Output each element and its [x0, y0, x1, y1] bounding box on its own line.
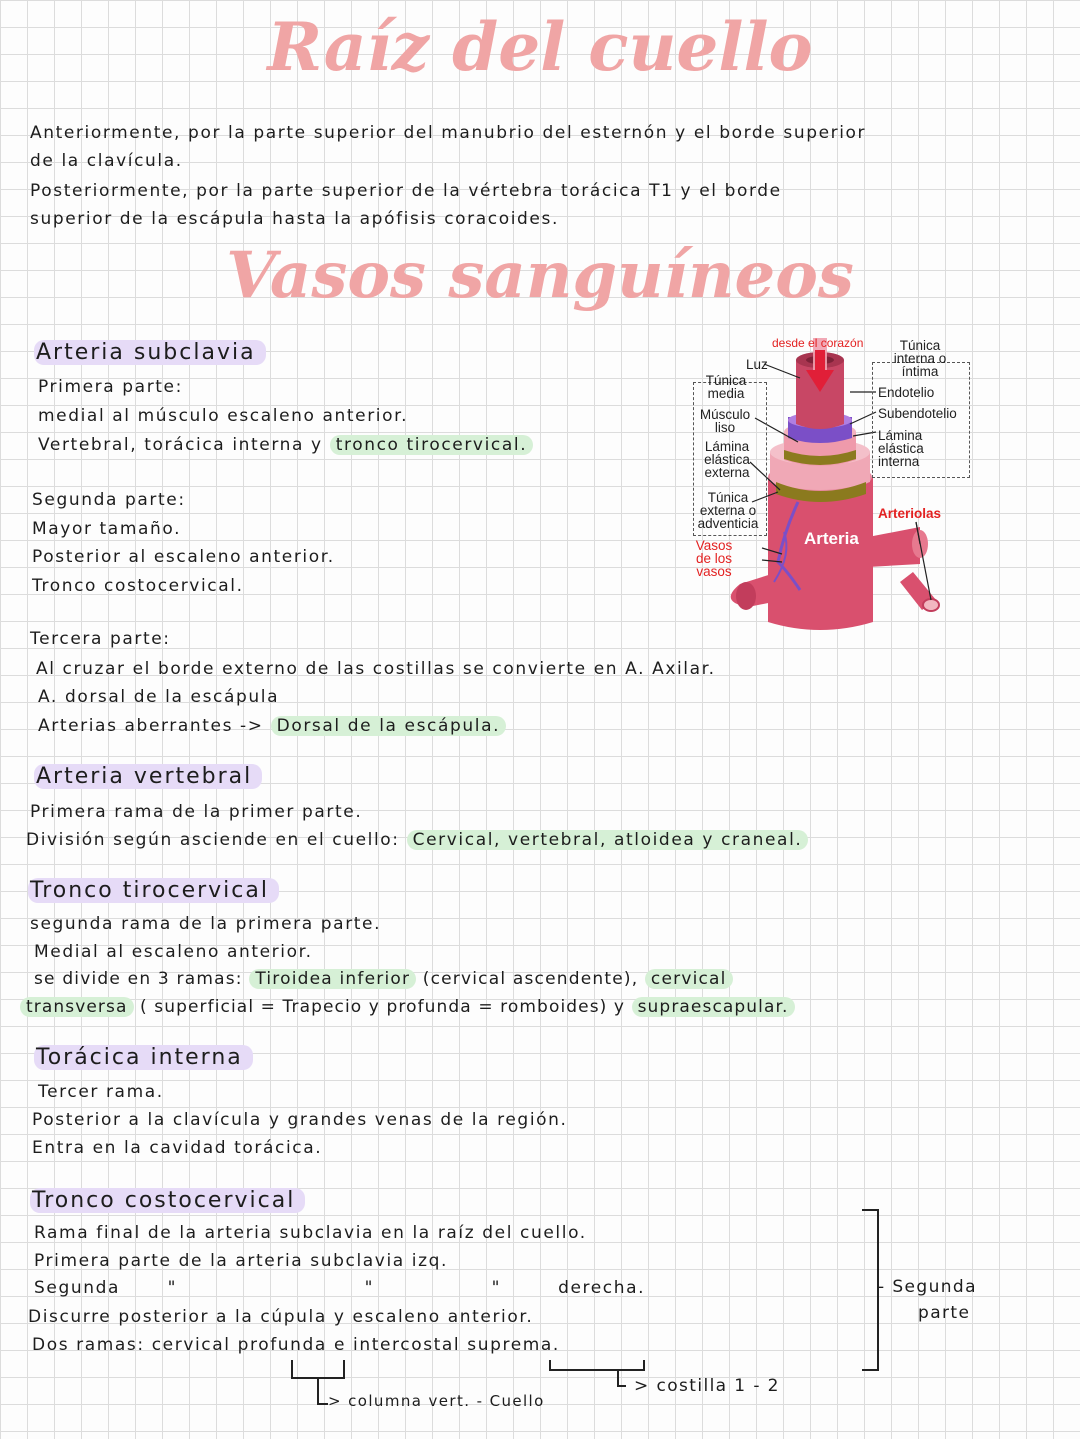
subclavia-p1-line1: medial al músculo escaleno anterior.	[38, 406, 409, 426]
subclavia-p2-title: Segunda parte:	[32, 490, 186, 510]
artery-diagram	[688, 332, 978, 632]
label-subendotelio: Subendotelio	[878, 406, 957, 421]
costocervical-line5: Dos ramas: cervical profunda e intercostal suprema.	[32, 1335, 560, 1355]
intro-line-1: Anteriormente, por la parte superior del manubrio del esternón y el borde superior	[30, 123, 867, 143]
vertebral-line2-highlight: Cervical, vertebral, atloidea y craneal.	[407, 830, 809, 850]
costocervical-line3-segunda: Segunda	[34, 1278, 120, 1298]
intro-line-2: de la clavícula.	[30, 151, 183, 171]
tirocervical-line3-text-2: (cervical ascendente),	[422, 969, 639, 989]
tirocervical-line4-text: ( superficial = Trapecio y profunda = romboides) y	[140, 997, 626, 1017]
heading-tronco-tirocervical: Tronco tirocervical	[28, 878, 279, 903]
subclavia-p2-line2: Posterior al escaleno anterior.	[32, 547, 335, 567]
subclavia-p3-line1: Al cruzar el borde externo de las costillas se convierte en A. Axilar.	[36, 659, 716, 679]
heading-tronco-costocervical: Tronco costocervical	[30, 1188, 305, 1213]
annotation-columna: > columna vert. - Cuello	[328, 1392, 545, 1410]
label-tunica-interna: Túnica interna o íntima	[893, 338, 947, 379]
section-title-vasos: Vasos sanguíneos	[226, 238, 854, 313]
tirocervical-line4-highlight-1: transversa	[20, 997, 134, 1017]
subclavia-p3-line3	[38, 715, 506, 737]
costocervical-line3	[34, 1277, 645, 1299]
intro-line-3: Posteriormente, por la parte superior de la vértebra torácica T1 y el borde	[30, 181, 782, 201]
costocervical-line4: Discurre posterior a la cúpula y escaleno anterior.	[28, 1307, 534, 1327]
label-musculo-liso: Músculo liso	[699, 407, 751, 435]
label-lamina-interna: Lámina elástica interna	[878, 428, 924, 469]
tirocervical-line4	[20, 996, 795, 1018]
subclavia-p3-title: Tercera parte:	[30, 629, 171, 649]
tirocervical-line3-text: se divide en 3 ramas:	[34, 969, 243, 989]
tirocervical-line3-highlight-1: Tiroidea inferior	[249, 969, 416, 989]
label-tunica-media: Túnica media	[705, 373, 747, 401]
costocervical-line2: Primera parte de la arteria subclavia izq.	[34, 1251, 449, 1271]
subclavia-p1-title: Primera parte:	[38, 377, 183, 397]
annotation-costilla: > costilla 1 - 2	[634, 1376, 780, 1396]
tirocervical-line2: Medial al escaleno anterior.	[34, 942, 313, 962]
label-luz: Luz	[746, 357, 768, 372]
bracket-note-1: - Segunda	[878, 1277, 977, 1297]
toracica-line2: Posterior a la clavícula y grandes venas de la región.	[32, 1110, 568, 1130]
ditto-mark-1: "	[167, 1278, 178, 1298]
heading-toracica-interna: Torácica interna	[34, 1045, 253, 1070]
page-title: Raíz del cuello	[267, 8, 813, 86]
tirocervical-line4-highlight-2: supraescapular.	[632, 997, 795, 1017]
subclavia-p1-line2-highlight: tronco tirocervical.	[330, 435, 533, 455]
label-endotelio: Endotelio	[878, 385, 935, 400]
label-arteriolas: Arteriolas	[878, 506, 942, 521]
subclavia-p3-line3-text: Arterias aberrantes ->	[38, 716, 264, 736]
subclavia-p1-line2-text: Vertebral, torácica interna y	[38, 435, 323, 455]
heading-arteria-vertebral: Arteria vertebral	[34, 764, 262, 789]
label-arteria: Arteria	[804, 529, 859, 548]
label-desde: desde el corazón	[772, 336, 864, 350]
costocervical-line3-derecha: derecha.	[558, 1278, 646, 1298]
ditto-mark-3: "	[491, 1278, 502, 1298]
ditto-mark-2: "	[364, 1278, 375, 1298]
vertebral-line2-text: División según asciende en el cuello:	[26, 830, 400, 850]
intro-line-4: superior de la escápula hasta la apófisis coracoides.	[30, 209, 559, 229]
vertebral-line1: Primera rama de la primer parte.	[30, 802, 363, 822]
label-vasos: Vasos de los vasos	[695, 538, 733, 579]
subclavia-p3-line3-highlight: Dorsal de la escápula.	[271, 716, 506, 736]
subclavia-p2-line3: Tronco costocervical.	[32, 576, 244, 596]
heading-arteria-subclavia: Arteria subclavia	[34, 340, 266, 365]
subclavia-p1-line2	[38, 434, 533, 456]
vertebral-line2	[26, 829, 808, 851]
toracica-line3: Entra en la cavidad torácica.	[32, 1138, 323, 1158]
label-tunica-externa: Túnica externa o adventicia	[697, 490, 759, 531]
label-lamina-externa: Lámina elástica externa	[704, 439, 750, 480]
subclavia-p3-line2: A. dorsal de la escápula	[38, 687, 280, 707]
tirocervical-line3	[34, 968, 733, 990]
toracica-line1: Tercer rama.	[38, 1082, 164, 1102]
subclavia-p2-line1: Mayor tamaño.	[32, 519, 182, 539]
tirocervical-line3-highlight-2: cervical	[645, 969, 733, 989]
bracket-note-2: parte	[918, 1303, 971, 1323]
costocervical-line1: Rama final de la arteria subclavia en la raíz del cuello.	[34, 1223, 587, 1243]
tirocervical-line1: segunda rama de la primera parte.	[30, 914, 382, 934]
